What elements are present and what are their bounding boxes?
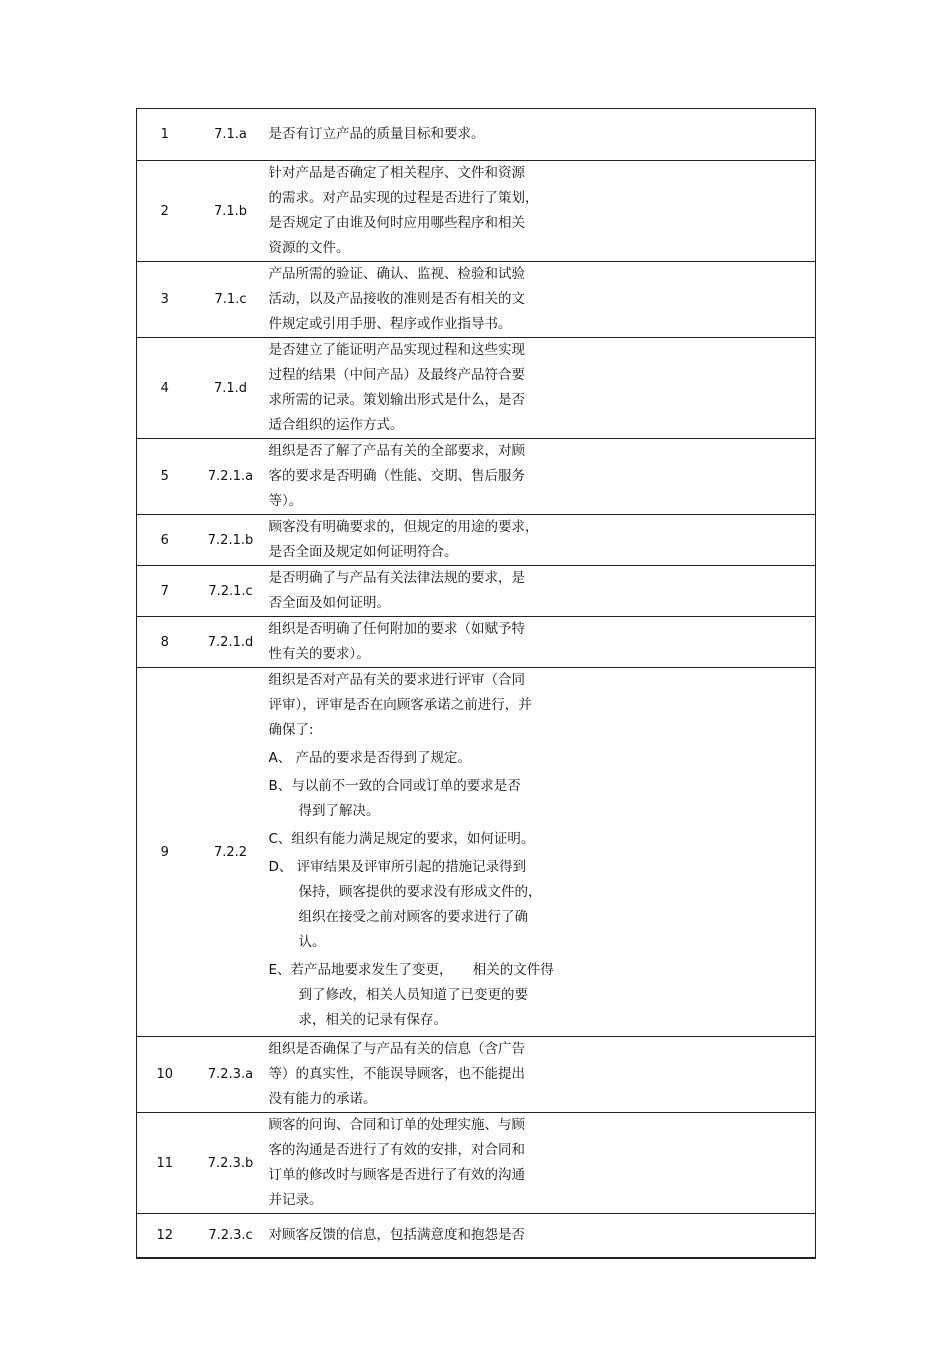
- sub-item: [269, 746, 816, 771]
- requirement-text: [269, 566, 816, 617]
- text-line: 活动，以及产品接收的准则是否有相关的文: [268, 291, 525, 307]
- text-line: 产品所需的验证、确认、监视、检验和试验: [268, 266, 525, 282]
- audit-checklist-table: [136, 108, 816, 1259]
- requirement-text: [269, 668, 816, 1037]
- clause-number: 7.2.1.b: [193, 515, 269, 566]
- text-line: 等）的真实性，不能误导顾客，也不能提出: [268, 1066, 525, 1082]
- text-line: 客的沟通是否进行了有效的安排，对合同和: [268, 1142, 525, 1158]
- clause-number: 7.1.a: [193, 109, 269, 161]
- text-line: 针对产品是否确定了相关程序、文件和资源: [268, 165, 525, 181]
- clause-number: 7.2.1.a: [193, 439, 269, 515]
- row-number: 3: [137, 262, 193, 338]
- clause-number: 7.1.c: [193, 262, 269, 338]
- clause-number: 7.2.3.b: [193, 1113, 269, 1214]
- clause-number: 7.1.d: [193, 338, 269, 439]
- text-line: 组织是否明确了任何附加的要求（如赋予特: [268, 621, 525, 637]
- sub-item-continuation: 组织在接受之前对顾客的要求进行了确: [298, 909, 528, 925]
- text-line: 顾客的问询、合同和订单的处理实施、与顾: [268, 1117, 525, 1133]
- row-number: 10: [137, 1037, 193, 1113]
- table-row: [137, 515, 816, 566]
- row-number: 11: [137, 1113, 193, 1214]
- requirement-text: [269, 1214, 816, 1258]
- requirement-text: [269, 1037, 816, 1113]
- sub-item-line: E、若产品地要求发生了变更， 相关的文件得: [268, 962, 554, 978]
- sub-item-continuation: 保持，顾客提供的要求没有形成文件的，: [298, 884, 542, 900]
- sub-item-line: C、组织有能力满足规定的要求，如何证明。: [268, 831, 535, 847]
- clause-number: 7.2.3.c: [193, 1214, 269, 1258]
- text-line: 订单的修改时与顾客是否进行了有效的沟通: [268, 1167, 525, 1183]
- text-line: 客的要求是否明确（性能、交期、售后服务: [268, 468, 525, 484]
- checklist-sheet: [136, 108, 815, 1243]
- sub-item-line: D、 评审结果及评审所引起的措施记录得到: [268, 859, 527, 875]
- text-line: 性有关的要求）。: [268, 646, 370, 662]
- text-line: 过程的结果（中间产品）及最终产品符合要: [268, 367, 525, 383]
- row-number: 5: [137, 439, 193, 515]
- sub-item-continuation: 认。: [298, 934, 326, 950]
- text-line: 是否明确了与产品有关法律法规的要求，是: [268, 570, 525, 586]
- table-row: [137, 1214, 816, 1258]
- sub-item-continuation: 得到了解决。: [298, 803, 380, 819]
- table-row: [137, 1037, 816, 1113]
- clause-number: 7.2.1.c: [193, 566, 269, 617]
- requirement-text: [269, 617, 816, 668]
- row-number: 7: [137, 566, 193, 617]
- clause-number: 7.2.3.a: [193, 1037, 269, 1113]
- text-line: 等）。: [268, 493, 303, 509]
- sub-item-line: B、与以前不一致的合同或订单的要求是否: [268, 778, 521, 794]
- sub-item-continuation: 求，相关的记录有保存。: [298, 1012, 447, 1028]
- clause-number: 7.1.b: [193, 161, 269, 262]
- requirement-text: [269, 515, 816, 566]
- text-line: 是否规定了由谁及何时应用哪些程序和相关: [268, 215, 525, 231]
- table-row: [137, 439, 816, 515]
- requirement-text: [269, 109, 816, 161]
- row-number: 9: [137, 668, 193, 1037]
- clause-number: 7.2.2: [193, 668, 269, 1037]
- text-line: 确保了:: [268, 722, 314, 738]
- text-line: 资源的文件。: [268, 240, 350, 256]
- sub-item: [269, 855, 816, 955]
- requirement-text: [269, 338, 816, 439]
- row-number: 12: [137, 1214, 193, 1258]
- text-line: 适合组织的运作方式。: [268, 417, 404, 433]
- sub-item: [269, 827, 816, 852]
- text-line: 顾客没有明确要求的，但规定的用途的要求，: [268, 519, 539, 535]
- text-line: 对顾客反馈的信息，包括满意度和抱怨是否: [268, 1226, 525, 1243]
- requirement-text: [269, 439, 816, 515]
- text-line: 件规定或引用手册、程序或作业指导书。: [268, 316, 512, 332]
- row-number: 2: [137, 161, 193, 262]
- sub-item-line: A、 产品的要求是否得到了规定。: [268, 750, 472, 766]
- text-line: 没有能力的承诺。: [268, 1091, 377, 1107]
- table-row: [137, 109, 816, 161]
- table-row: [137, 262, 816, 338]
- table-row: [137, 566, 816, 617]
- table-row: [137, 668, 816, 1037]
- text-line: 的需求。对产品实现的过程是否进行了策划，: [268, 190, 539, 206]
- text-line: 组织是否确保了与产品有关的信息（含广告: [268, 1041, 525, 1057]
- table-row: [137, 617, 816, 668]
- requirement-text: [269, 262, 816, 338]
- checklist-body: [137, 109, 816, 1258]
- text-line: 是否有订立产品的质量目标和要求。: [268, 126, 485, 142]
- table-row: [137, 1113, 816, 1214]
- text-line: 组织是否了解了产品有关的全部要求，对顾: [268, 443, 525, 459]
- sub-item: [269, 958, 816, 1033]
- sub-item: [269, 774, 816, 824]
- row-number: 1: [137, 109, 193, 161]
- row-number: 4: [137, 338, 193, 439]
- requirement-text: [269, 1113, 816, 1214]
- sub-item-continuation: 到了修改，相关人员知道了已变更的要: [298, 987, 528, 1003]
- row-number: 6: [137, 515, 193, 566]
- requirement-text: [269, 161, 816, 262]
- clause-number: 7.2.1.d: [193, 617, 269, 668]
- text-line: 并记录。: [268, 1192, 323, 1208]
- row-number: 8: [137, 617, 193, 668]
- text-line: 是否全面及规定如何证明符合。: [268, 544, 458, 560]
- text-line: 求所需的记录。策划输出形式是什么，是否: [268, 392, 525, 408]
- table-row: [137, 338, 816, 439]
- text-line: 否全面及如何证明。: [268, 595, 390, 611]
- text-line: 评审），评审是否在向顾客承诺之前进行，并: [268, 697, 532, 713]
- text-line: 组织是否对产品有关的要求进行评审（合同: [268, 672, 525, 688]
- table-row: [137, 161, 816, 262]
- text-line: 是否建立了能证明产品实现过程和这些实现: [268, 342, 525, 358]
